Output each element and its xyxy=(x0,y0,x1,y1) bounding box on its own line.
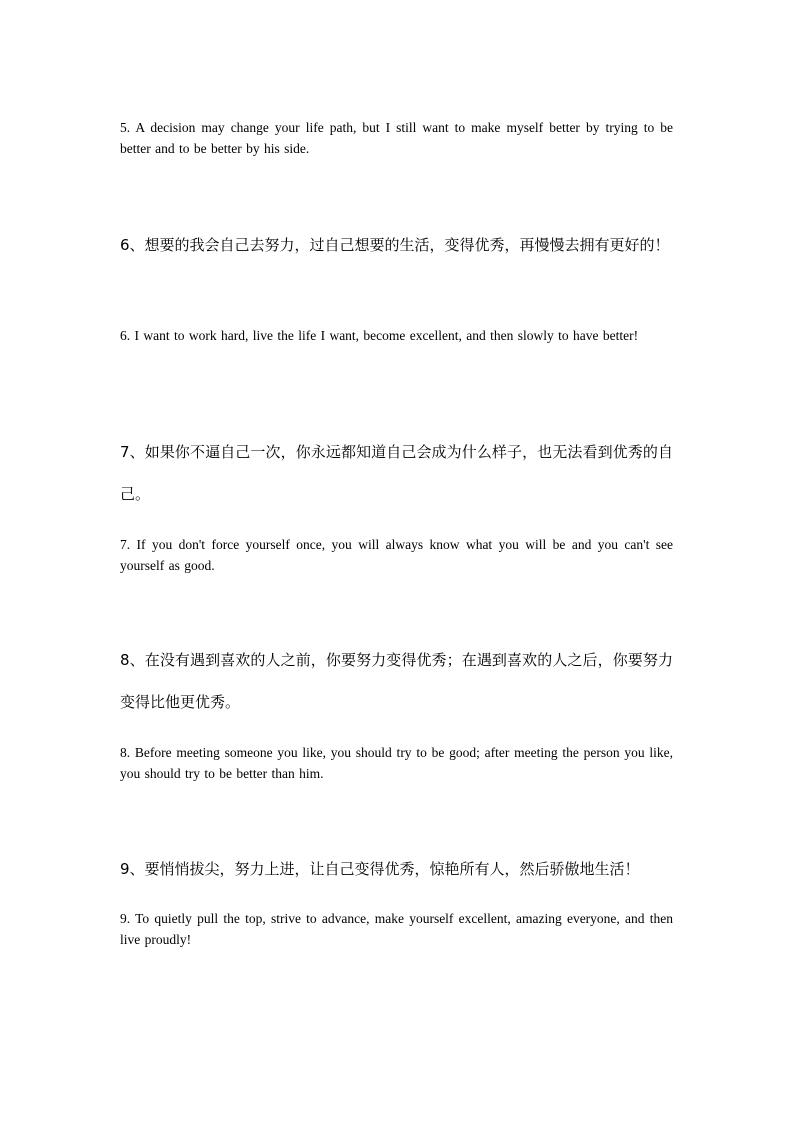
paragraph-8-english: 8. Before meeting someone you like, you should try to be good; after meeting the person you like, you should try to be better than him. xyxy=(120,745,673,781)
paragraph-5-english: 5. A decision may change your life path, but I still want to make myself better by trying to be better and to be better by his side. xyxy=(120,120,673,156)
paragraph-8-chinese: 8、在没有遇到喜欢的人之前，你要努力变得优秀；在遇到喜欢的人之后，你要努力变得比他更优秀。 xyxy=(120,651,673,711)
paragraph-9-chinese: 9、要悄悄拔尖，努力上进，让自己变得优秀，惊艳所有人，然后骄傲地生活！ xyxy=(120,860,640,878)
paragraph-6-chinese: 6、想要的我会自己去努力，过自己想要的生活，变得优秀，再慢慢去拥有更好的！ xyxy=(120,236,670,254)
paragraph-9-english: 9. To quietly pull the top, strive to advance, make yourself excellent, amazing everyone, and then live proudly! xyxy=(120,911,673,947)
paragraph-7-english: 7. If you don't force yourself once, you will always know what you will be and you can't see yourself as good. xyxy=(120,537,673,573)
paragraph-6-english: 6. I want to work hard, live the life I want, become excellent, and then slowly to have better! xyxy=(120,328,639,343)
paragraph-7-chinese: 7、如果你不逼自己一次，你永远都知道自己会成为什么样子，也无法看到优秀的自己。 xyxy=(120,443,673,503)
